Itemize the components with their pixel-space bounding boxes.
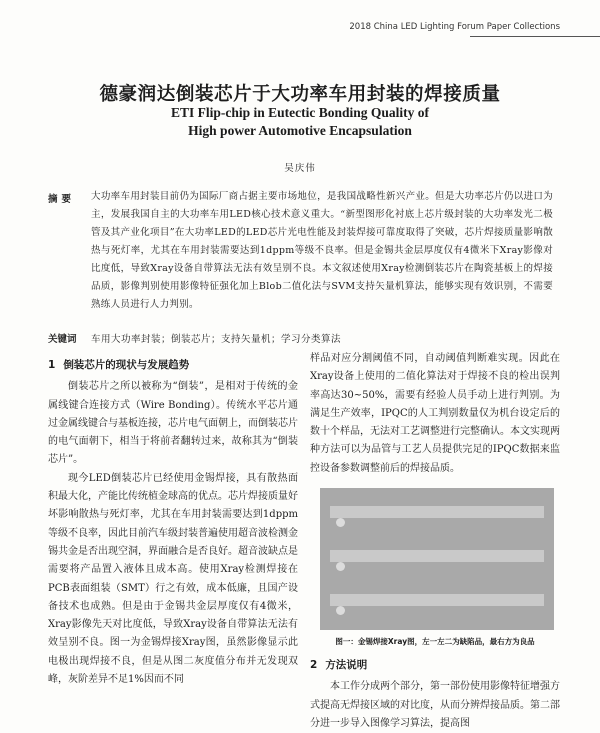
section-2-heading [310, 656, 560, 674]
title-chinese: 德豪润达倒装芯片于大功率车用封装的焊接质量 [99, 84, 501, 105]
right-column [310, 353, 560, 733]
xray-bond-strip [330, 550, 544, 562]
xray-pad [336, 518, 345, 527]
xray-bond-strip [330, 506, 544, 518]
header-rule [470, 36, 600, 37]
section-1-number: 1 [48, 359, 56, 371]
xray-pad [336, 606, 345, 615]
paragraph: 现今LED倒装芯片已经使用金锡焊接，具有散热面积最大化，产能比传统植金球高的优点。芯片焊接质量好坏影响散热与死灯率，尤其在车用封装需要达到1dppm等级不良率，因此目前汽车级封装普遍使用超音波检测金锡共金是否出现空洞，界面融合是否良好。超音波缺点是需要将产品置入液体且成本高。使用Xray检测焊接在PCB表面组装（SMT）行之有效，成本低廉，且国产设备技术也成熟。但是由于金锡共金层厚度仅有4微米，Xray影像先天对比度低，导致Xray设备自带算法无法有效呈别不良。图一为金锡焊接Xray图，虽然影像显示此电极出现焊接不良，但是从图二灰度值分布并无发现双峰，灰阶差异不足1%因而不同 [48, 472, 298, 686]
paragraph-continuation: 样品对应分割阈值不同，自动阈值判断难实现。因此在Xray设备上使用的二值化算法对于焊接不良的检出误判率高达30~50%，需要有经验人员手动上进行判别。为满足生产效率，IPQC的人工判别数量仅为机台设定后的数十个样品，无法对工艺调整进行完整确认。本文实现两种方法可以为品管与工艺人员提供完足的IPQC数据来监控设备参数调整前后的焊接品质。 [310, 353, 560, 474]
figure-caption: 图一：金锡焊接Xray图，左一左二为缺陷品，最右方为良品 [335, 637, 535, 647]
xray-pad [336, 562, 345, 571]
xray-bond-strip [330, 594, 544, 606]
section-2-number: 2 [310, 659, 318, 672]
keywords-label: 关键词 [48, 334, 77, 345]
title-english [0, 104, 600, 140]
title-english-line2: High power Automotive Encapsulation [188, 123, 412, 138]
author: 吴庆伟 [284, 163, 316, 174]
paragraph: 本工作分成两个部分，第一部份使用影像特征增强方式提高无焊接区域的对比度，从而分辨焊接品质。第二部分进一步导入图像学习算法，提高图 [310, 681, 560, 729]
keywords-text: 车用大功率封装；倒装芯片；支持矢量机；学习分类算法 [91, 334, 342, 345]
abstract-text: 大功率车用封装目前仍为国际厂商占据主要市场地位，是我国战略性新兴产业。但是大功率芯片仍以进口为主，发展我国自主的大功率车用LED核心技术意义重大。“新型图形化衬底上芯片级封装的大功率发光二极管及其产业化项目”在大功率LED的LED芯片光电性能及封装焊接可靠度取得了突破，芯片焊接质量影响散热与死灯率，尤其在车用封装需要达到1dppm等级不良率。但是金锡共金层厚度仅有4微米下Xray影像对比度低，导致Xray设备自带算法无法有效呈别不良。本文叙述使用Xray检测倒装芯片在陶瓷基板上的焊接品质，影像判别使用影像特征强化加上Blob二值化法与SVM支持矢量机算法，能够实现有效识别，不需要熟练人员进行人力判别。 [91, 191, 553, 310]
section-1-heading [48, 356, 298, 374]
abstract-label: 摘要 [48, 194, 76, 205]
paragraph: 倒装芯片之所以被称为“倒装”，是相对于传统的金属线键合连接方式（Wire Bonding）。传统水平芯片通过金属线键合与基板连接，芯片电气面朝上，而倒装芯片的电气面朝下，相当于将前者翻转过来，故称其为“倒装芯片”。 [48, 381, 298, 466]
section-2-title: 方法说明 [325, 659, 368, 672]
left-column [48, 352, 298, 689]
running-head: 2018 China LED Lighting Forum Paper Collections [349, 22, 560, 32]
title-english-line1: ETI Flip-chip in Eutectic Bonding Quality of [170, 105, 430, 120]
xray-figure [320, 488, 554, 630]
section-1-title: 倒装芯片的现状与发展趋势 [63, 359, 190, 371]
